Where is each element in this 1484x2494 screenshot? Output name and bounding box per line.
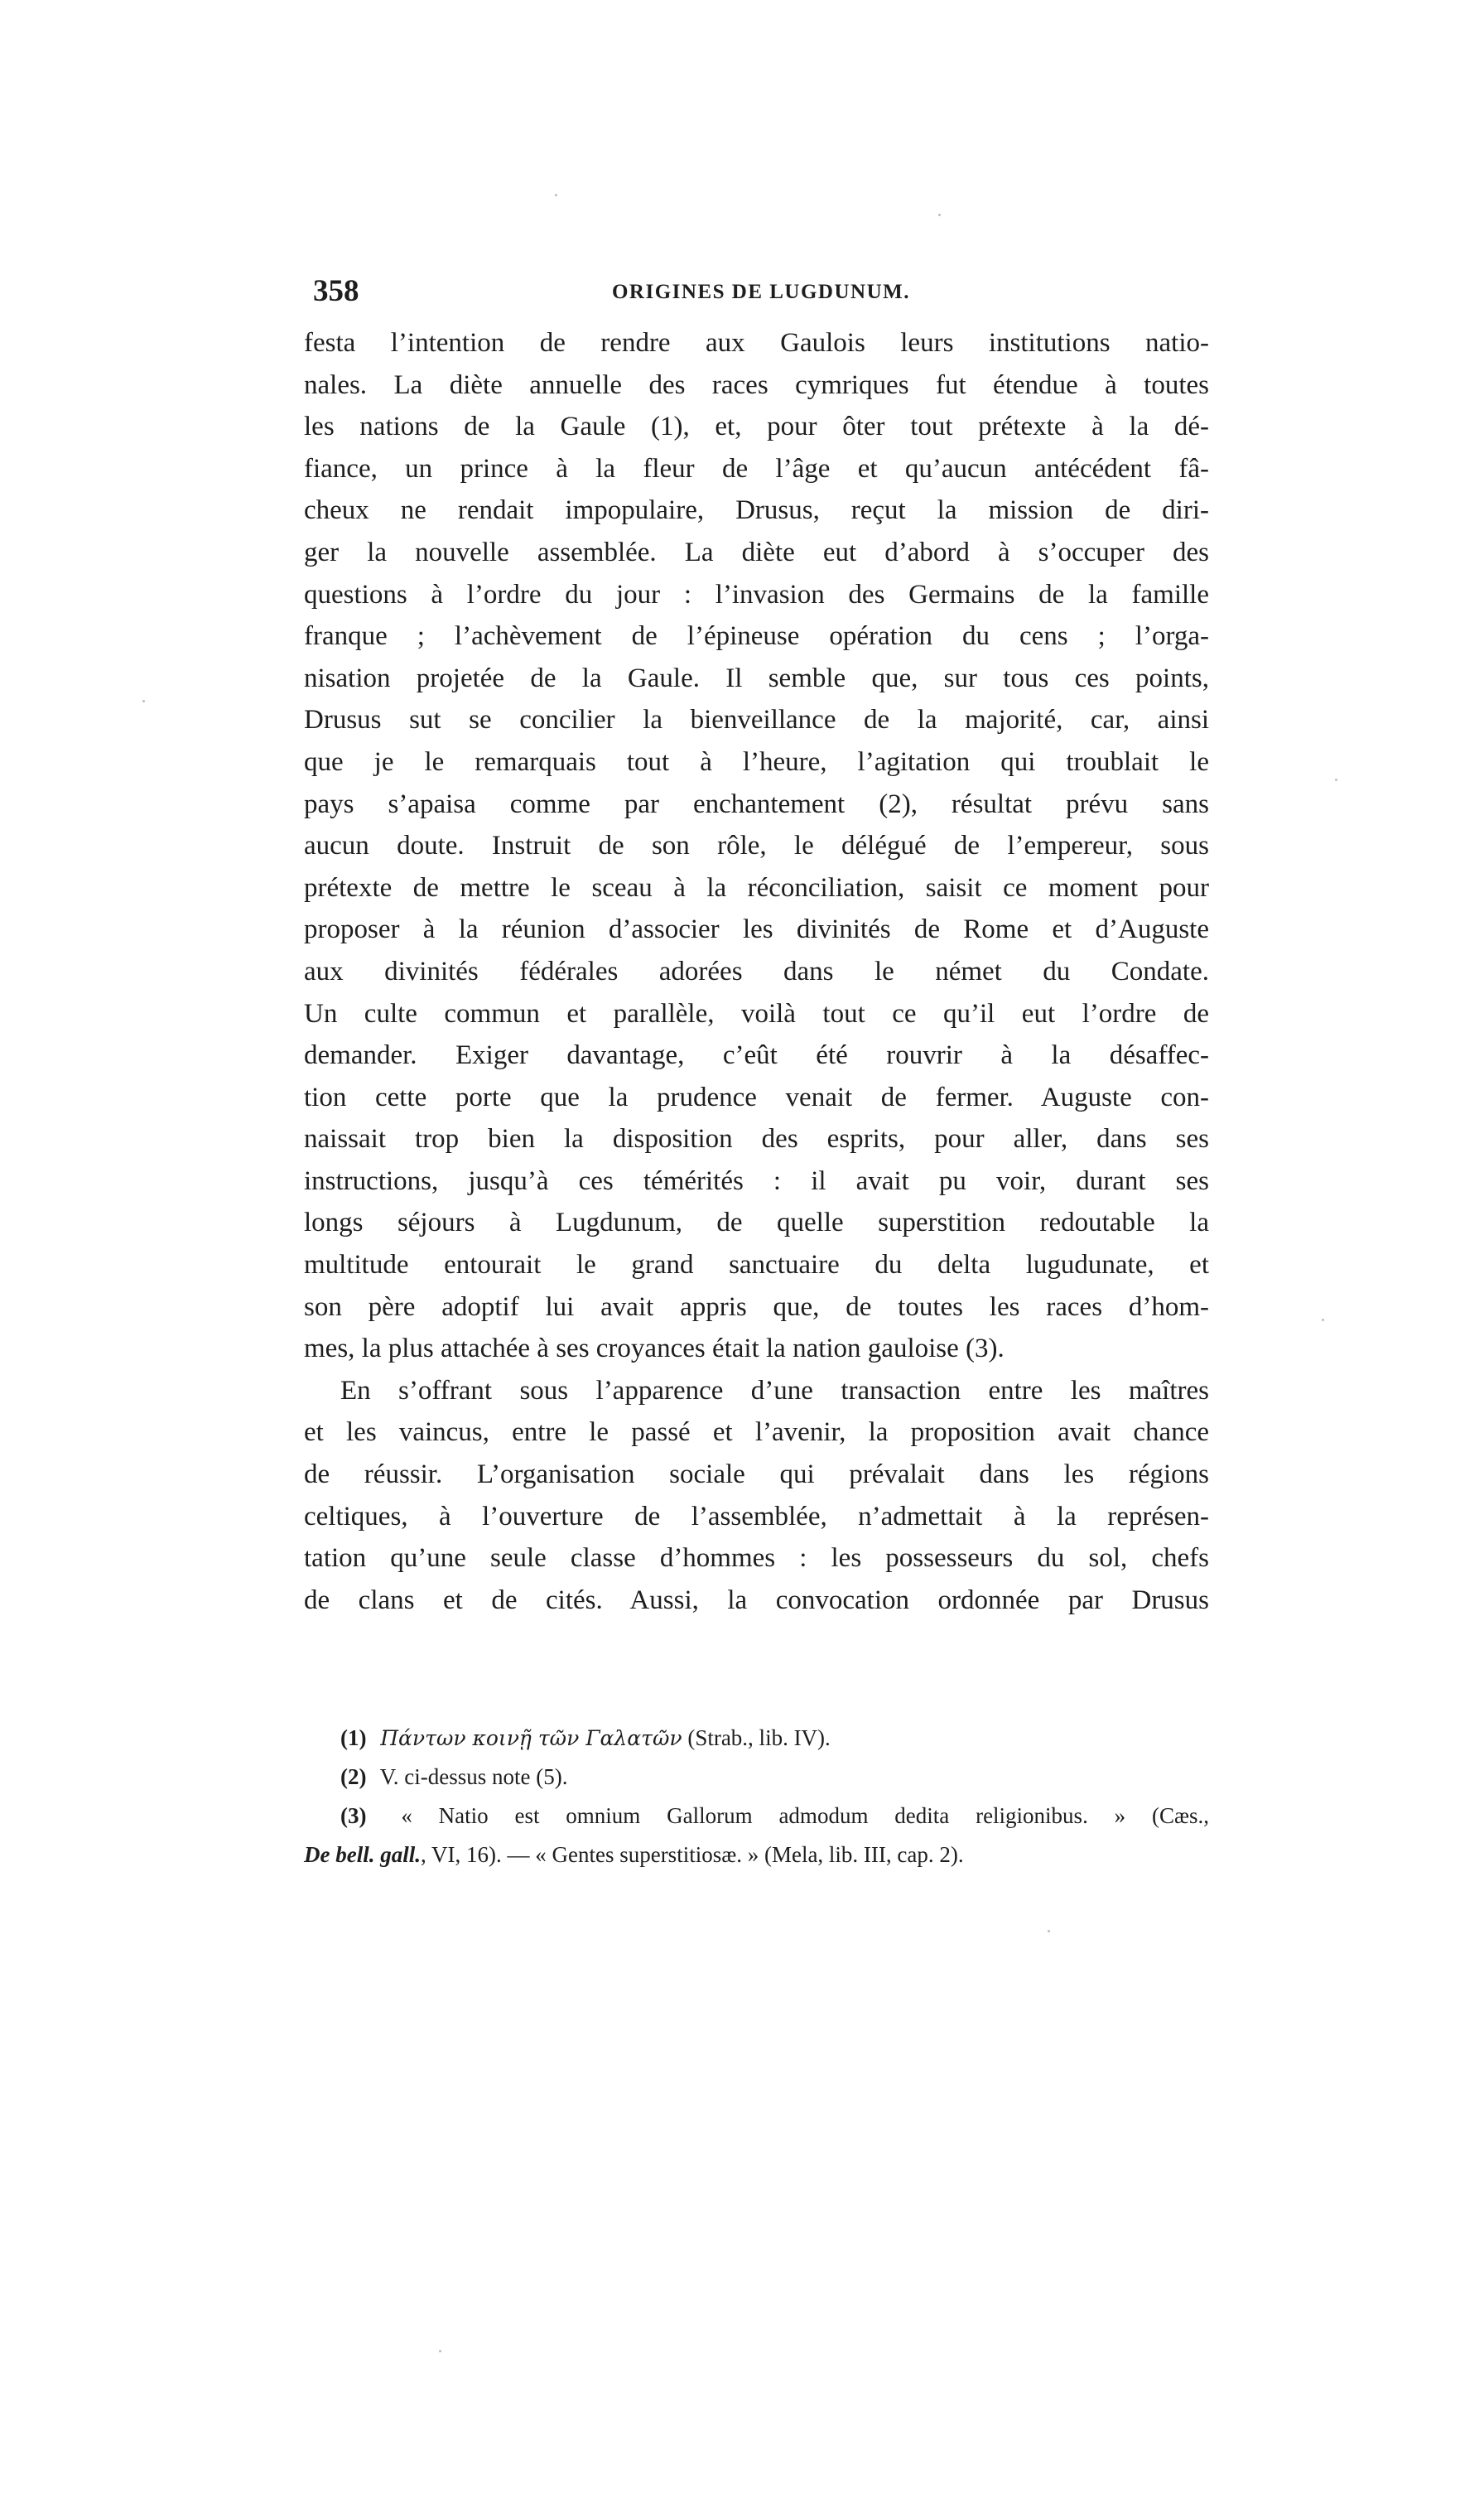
- text-line-paragraph-start: En s’offrant sous l’apparence d’une transaction entre les maîtres: [340, 1375, 1209, 1406]
- text-line: ger la nouvelle assemblée. La diète eut d’abord à s’occuper des: [304, 537, 1209, 567]
- text-line: que je le remarquais tout à l’heure, l’agitation qui troublait le: [304, 746, 1209, 777]
- footnote-3: [304, 1797, 1209, 1836]
- footnote-text: V. ci-dessus note (5).: [379, 1764, 568, 1789]
- text-line: festa l’intention de rendre aux Gaulois leurs institutions natio-: [304, 328, 1209, 358]
- text-line: aux divinités fédérales adorées dans le német du Condate.: [304, 956, 1209, 987]
- footnote-1: [304, 1719, 1209, 1758]
- text-line: les nations de la Gaule (1), et, pour ôter tout prétexte à la dé-: [304, 412, 1209, 442]
- footnote-text: « Natio est omnium Gallorum admodum dedita religionibus. » (Cæs.,: [401, 1803, 1209, 1828]
- text-line: tation qu’une seule classe d’hommes : les possesseurs du sol, chefs: [304, 1543, 1209, 1574]
- text-line: cheux ne rendait impopulaire, Drusus, reçut la mission de diri-: [304, 495, 1209, 526]
- text-line: proposer à la réunion d’associer les divinités de Rome et d’Auguste: [304, 914, 1209, 945]
- text-line: celtiques, à l’ouverture de l’assemblée, n’admettait à la représen-: [304, 1501, 1209, 1532]
- text-line: longs séjours à Lugdunum, de quelle superstition redoutable la: [304, 1208, 1209, 1238]
- footnote-number: (3): [340, 1803, 367, 1828]
- text-line: franque ; l’achèvement de l’épineuse opération du cens ; l’orga-: [304, 621, 1209, 652]
- running-head: [313, 272, 1209, 311]
- text-line: questions à l’ordre du jour : l’invasion des Germains de la famille: [304, 579, 1209, 610]
- page-number: 358: [313, 274, 359, 308]
- footnote-text: , VI, 16). — « Gentes superstitiosæ. » (Mela, lib. III, cap. 2).: [420, 1842, 964, 1867]
- text-line: multitude entourait le grand sanctuaire du delta lugudunate, et: [304, 1250, 1209, 1281]
- text-line: tion cette porte que la prudence venait de fermer. Auguste con-: [304, 1082, 1209, 1112]
- text-line: naissait trop bien la disposition des esprits, pour aller, dans ses: [304, 1124, 1209, 1155]
- scan-speck: [1048, 1930, 1050, 1932]
- body-text: [304, 322, 1209, 1621]
- text-line: fiance, un prince à la fleur de l’âge et qu’aucun antécédent fâ-: [304, 453, 1209, 484]
- text-line: instructions, jusqu’à ces témérités : il avait pu voir, durant ses: [304, 1165, 1209, 1196]
- footnotes: [304, 1719, 1209, 1874]
- footnote-italic-title: De bell. gall.: [304, 1842, 421, 1867]
- text-line-paragraph-end: mes, la plus attachée à ses croyances était la nation gauloise (3).: [304, 1334, 1005, 1364]
- text-line: nales. La diète annuelle des races cymriques fut étendue à toutes: [304, 369, 1209, 400]
- text-line: et les vaincus, entre le passé et l’avenir, la proposition avait chance: [304, 1417, 1209, 1448]
- scan-speck: [142, 700, 145, 702]
- footnote-greek-quote: Πάντων κοινῇ τῶν Γαλατῶν: [380, 1726, 682, 1750]
- scan-speck: [938, 214, 941, 216]
- footnote-2: [304, 1758, 1209, 1797]
- scan-speck: [1335, 779, 1337, 781]
- running-title: ORIGINES DE LUGDUNUM.: [611, 281, 910, 303]
- text-line: son père adoptif lui avait appris que, de toutes les races d’hom-: [304, 1291, 1209, 1322]
- footnote-text: (Strab., lib. IV).: [687, 1725, 831, 1750]
- text-line: de clans et de cités. Aussi, la convocation ordonnée par Drusus: [304, 1585, 1209, 1615]
- footnote-number: (2): [340, 1764, 367, 1789]
- scan-speck: [439, 2350, 441, 2352]
- text-line: aucun doute. Instruit de son rôle, le délégué de l’empereur, sous: [304, 831, 1209, 861]
- text-line: de réussir. L’organisation sociale qui prévalait dans les régions: [304, 1459, 1209, 1490]
- text-line: pays s’apaisa comme par enchantement (2), résultat prévu sans: [304, 789, 1209, 819]
- text-line: Un culte commun et parallèle, voilà tout ce qu’il eut l’ordre de: [304, 998, 1209, 1029]
- text-line: Drusus sut se concilier la bienveillance de la majorité, car, ainsi: [304, 705, 1209, 736]
- text-line: demander. Exiger davantage, c’eût été rouvrir à la désaffec-: [304, 1040, 1209, 1071]
- scan-speck: [1322, 1319, 1324, 1321]
- footnote-number: (1): [340, 1725, 367, 1750]
- text-line: nisation projetée de la Gaule. Il semble que, sur tous ces points,: [304, 663, 1209, 693]
- scan-speck: [555, 194, 557, 196]
- text-line: prétexte de mettre le sceau à la réconciliation, saisit ce moment pour: [304, 872, 1209, 903]
- footnote-3-continuation: [304, 1836, 1209, 1874]
